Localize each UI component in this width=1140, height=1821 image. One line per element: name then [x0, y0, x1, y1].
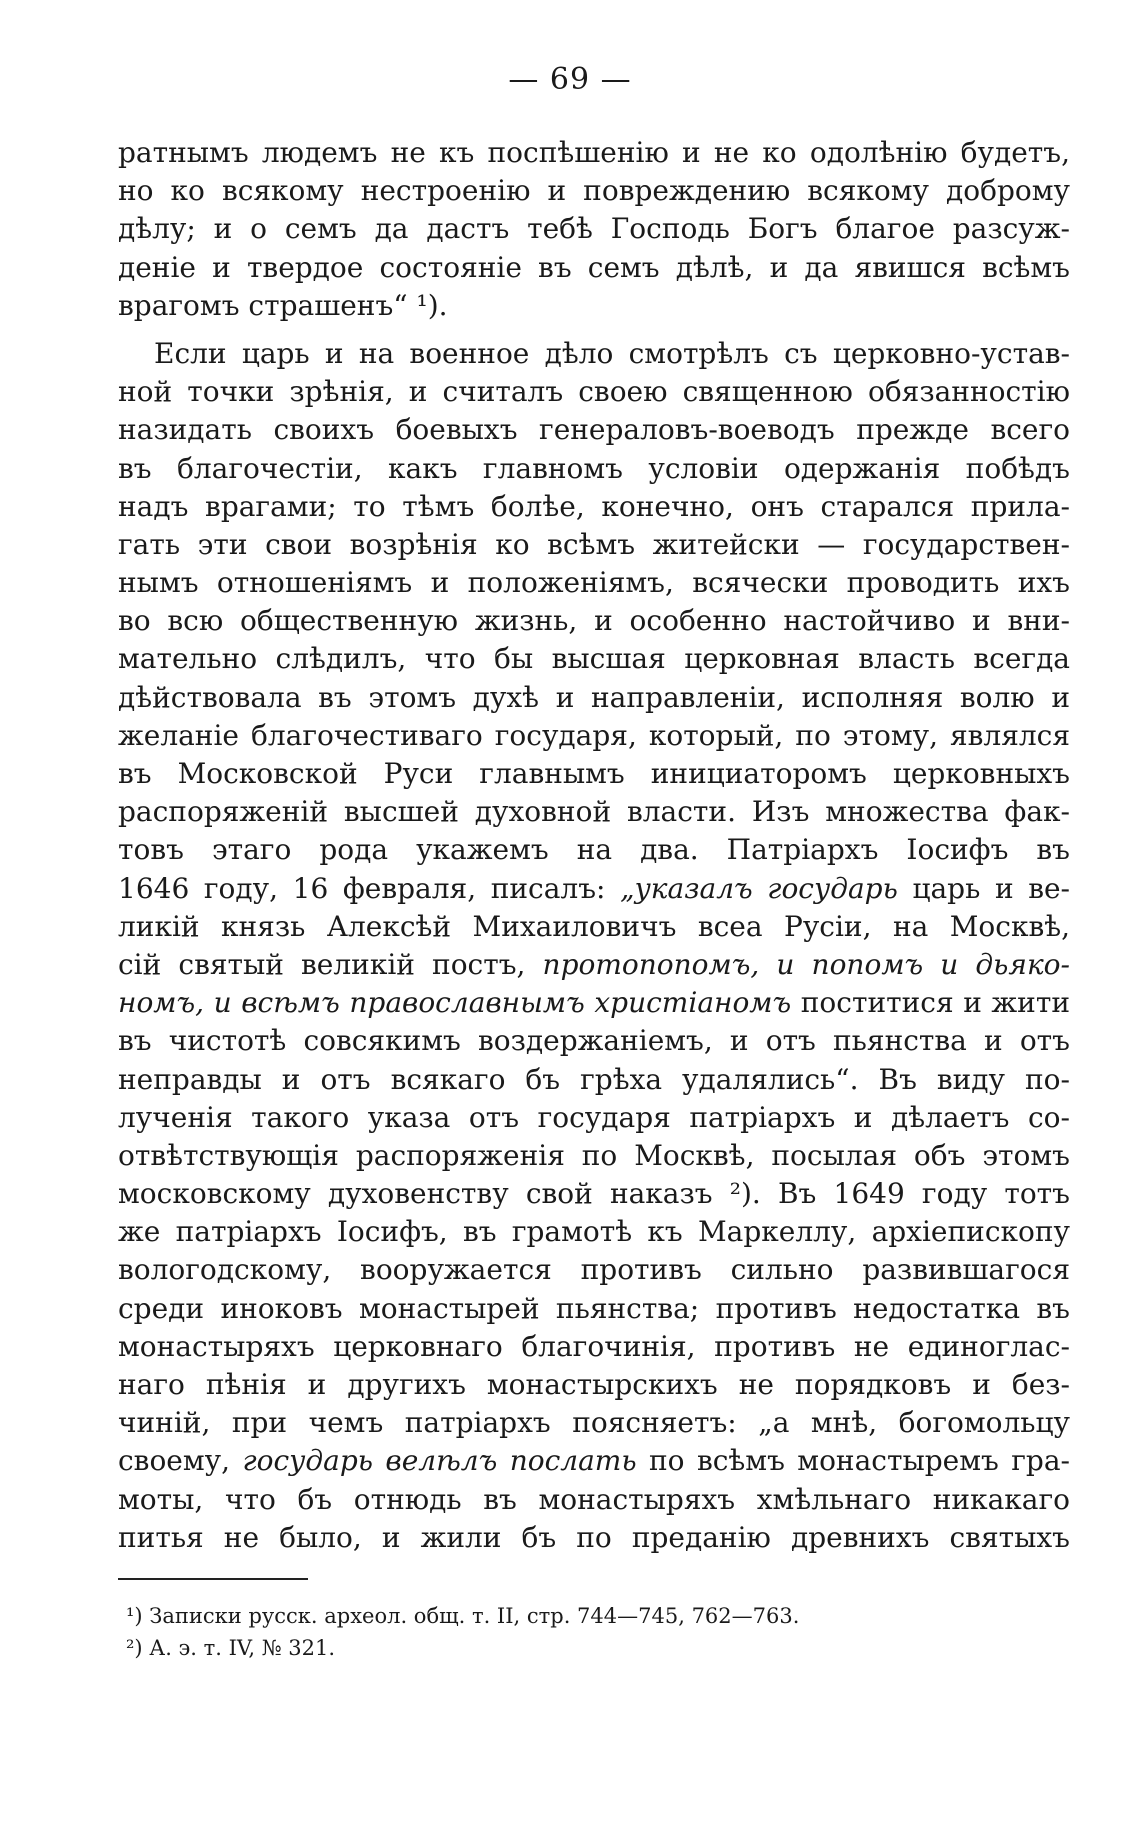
text-segment: по всѣмъ монастыремъ гра-: [636, 1444, 1070, 1478]
italic-quote: протопопомъ, и попомъ и дьяко-: [542, 947, 1070, 981]
text-line: надъ врагами; то тѣмъ болѣе, конечно, онъ старался прила-: [118, 489, 1070, 523]
text-line: вологодскому, вооружается противъ сильно развившагося: [118, 1253, 1070, 1287]
text-line: назидать своихъ боевыхъ генераловъ-воеводъ прежде всего: [118, 413, 1070, 447]
text-line: въ чистотѣ совсякимъ воздержаніемъ, и отъ пьянства и отъ: [118, 1024, 1070, 1058]
text-line: [118, 870, 1070, 908]
text-line: ликій князь Алексѣй Михаиловичъ всеа Русіи, на Москвѣ,: [118, 909, 1070, 943]
text-line: неправды и отъ всякаго бъ грѣха удалялись“. Въ виду по-: [118, 1062, 1070, 1096]
italic-quote: „указалъ государь: [620, 871, 898, 905]
text-line: во всю общественную жизнь, и особенно настойчиво и вни-: [118, 604, 1070, 638]
text-line: мательно слѣдилъ, что бы высшая церковная власть всегда: [118, 642, 1070, 676]
text-line: дѣйствовала въ этомъ духѣ и направленіи, исполняя волю и: [118, 680, 1070, 714]
text-line: среди иноковъ монастырей пьянства; противъ недостатка въ: [118, 1291, 1070, 1325]
text-line: [118, 1442, 1070, 1480]
text-line: врагомъ страшенъ“ ¹).: [118, 288, 448, 322]
text-line: дѣлу; и о семъ да дастъ тебѣ Господь Богъ благое разсуж-: [118, 212, 1070, 246]
text-line: въ благочестіи, какъ главномъ условіи одержанія побѣдъ: [118, 451, 1070, 485]
text-line: распоряженій высшей духовной власти. Изъ множества фак-: [118, 795, 1070, 829]
main-text: [118, 134, 1070, 1557]
text-line: Если царь и на военное дѣло смотрѣлъ съ церковно-устав-: [154, 336, 1070, 370]
footnote-1: ¹) Записки русск. археол. общ. т. II, стр. 744—745, 762—763.: [126, 1604, 800, 1628]
text-line: же патріархъ Іосифъ, въ грамотѣ къ Маркеллу, архіепископу: [118, 1215, 1070, 1249]
text-segment: 1646 году, 16 февраля, писалъ:: [118, 871, 621, 905]
text-segment: сій святый великій постъ,: [118, 947, 543, 981]
footnotes: [126, 1600, 1066, 1664]
text-line: питья не было, и жили бъ по преданію древнихъ святыхъ: [118, 1520, 1070, 1554]
text-segment: своему,: [118, 1444, 243, 1478]
text-line: нымъ отношеніямъ и положеніямъ, всячески проводить ихъ: [118, 566, 1070, 600]
text-line: лученія такого указа отъ государя патріархъ и дѣлаетъ со-: [118, 1100, 1070, 1134]
text-line: чиній, при чемъ патріархъ поясняетъ: „а мнѣ, богомольцу: [118, 1406, 1070, 1440]
text-line: монастыряхъ церковнаго благочинія, противъ не единоглас-: [118, 1329, 1070, 1363]
text-line: [118, 984, 1070, 1022]
footnote-divider: [118, 1578, 308, 1580]
text-line: въ Московской Руси главнымъ инициаторомъ церковныхъ: [118, 757, 1070, 790]
text-line: гать эти свои возрѣнія ко всѣмъ житейски — государствен-: [118, 527, 1070, 561]
page-number: — 69 —: [508, 62, 632, 97]
text-line: моты, что бъ отнюдь въ монастыряхъ хмѣльнаго никакаго: [118, 1482, 1070, 1516]
italic-quote: номъ, и всѣмъ православнымъ христіаномъ: [118, 986, 792, 1020]
text-line: [118, 946, 1070, 984]
italic-quote: государь велѣлъ послать: [242, 1444, 637, 1478]
footnote-2: ²) А. э. т. IV, № 321.: [126, 1636, 336, 1660]
text-line: отвѣтствующія распоряженія по Москвѣ, посылая объ этомъ: [118, 1138, 1070, 1172]
text-line: товъ этаго рода укажемъ на два. Патріархъ Іосифъ въ: [118, 833, 1070, 867]
text-line: деніе и твердое состояніе въ семъ дѣлѣ, и да явишся всѣмъ: [118, 250, 1070, 284]
text-segment: поститися и жити: [791, 986, 1070, 1020]
text-line: ной точки зрѣнія, и считалъ своею священною обязанностію: [118, 375, 1070, 409]
text-line: желаніе благочестиваго государя, который, по этому, являлся: [118, 718, 1070, 752]
text-line: но ко всякому нестроенію и повреждению всякому доброму: [118, 174, 1070, 208]
text-line: ратнымъ людемъ не къ поспѣшенію и не ко одолѣнію будетъ,: [118, 136, 1070, 169]
text-line: московскому духовенству свой наказъ ²). Въ 1649 году тотъ: [118, 1177, 1070, 1211]
text-line: наго пѣнія и другихъ монастырскихъ не порядковъ и без-: [118, 1368, 1070, 1401]
text-segment: царь и ве-: [897, 871, 1071, 905]
